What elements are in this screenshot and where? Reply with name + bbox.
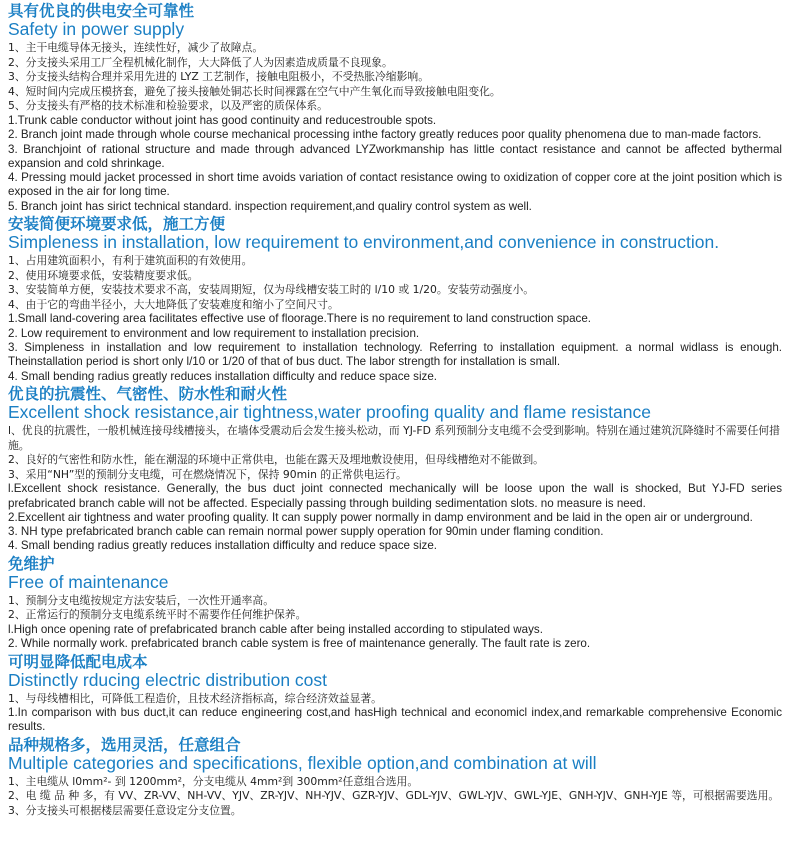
feature-section [8,215,782,384]
paragraph-en: 1.Trunk cable conductor without joint has good continuity and reducestrouble spots. [8,113,437,127]
paragraph-cn: 2、电 缆 品 种 多，有 VV、ZR-VV、NH-VV、YJV、ZR-YJV、NH-YJV、GZR-YJV、GDL-YJV、GWL-YJV、GWL-YJE、GNH-YJV、GNH-YJE 等，可根据需要选用。 [8,789,780,803]
section-title-en: Safety in power supply [8,19,185,39]
paragraph-en: 2. Branch joint made through whole course mechanical processing inthe factory greatly reduces poor quality phenomena due to man-made factors. [8,128,762,142]
paragraph-cn: l、优良的抗震性，一般机械连接母线槽接头，在墙体受震动后会发生接头松动，而 YJ-FD 系列预制分支电缆不会受到影响。特别在通过建筑沉降缝时不需要任何措施。 [8,423,780,452]
feature-section [8,555,782,652]
paragraph-en: 4. Small bending radius greatly reduces installation difficulty and reduce space size. [8,369,437,383]
paragraph-en: 5. Branch joint has sirict technical standard. inspection requirement,and qualiry control system as well. [8,199,532,213]
paragraph-en: 3. NH type prefabricated branch cable can remain normal power supply operation for 90min under flaming condition. [8,525,604,539]
section-title-en: Excellent shock resistance,air tightness,water proofing quality and flame resistance [8,401,651,422]
section-title-cn: 免维护 [8,554,55,573]
paragraph-en: 3. Branchjoint of rational structure and made through advanced LYZworkmanship has little contact resistance and cannot be affected bythermal expansion and cold shrinkage. [8,142,782,170]
paragraph-en: 3. Simpleness in installation and low requirement to installation technology. Referring to installation equipment. a normal widlass is enough. Theinstallation period is short only l/10 or 1/20 of that of bus duct. The labor strength for installation is small. [8,341,782,369]
paragraph-cn: 1、占用建筑面积小，有利于建筑面积的有效使用。 [8,254,253,268]
feature-section [8,736,782,819]
paragraph-cn: 2、使用环境要求低，安装精度要求低。 [8,268,199,282]
paragraph-en: 1.Small land-covering area facilitates effective use of floorage.There is no requirement to land construction space. [8,312,592,326]
paragraph-en: l.Excellent shock resistance. Generally, the bus duct joint connected mechanically will be loose upon the wall is shocked, But YJ-FD series prefabricated branch cable will not be affected. Especially passing through building sedimentation slots. no measure is need. [8,482,782,510]
paragraph-cn: 3、分支接头结构合理并采用先进的 LYZ 工艺制作，接触电阻极小，不受热胀冷缩影响。 [8,70,429,84]
feature-section [8,385,782,554]
paragraph-en: 2. Low requirement to environment and low requirement to installation precision. [8,326,420,340]
paragraph-cn: 2、分支接头采用工厂全程机械化制作，大大降低了人为因素造成质量不良现象。 [8,55,393,69]
section-title-en: Distinctly rducing electric distribution cost [8,669,328,690]
section-title-cn: 可明显降低配电成本 [8,652,148,671]
paragraph-cn: 3、安装简单方便，安装技术要求不高，安装周期短，仅为母线槽安装工时的 l/10 或 1/20。安装劳动强度小。 [8,283,535,297]
section-title-en: Multiple categories and specifications, flexible option,and combination at will [8,752,597,773]
paragraph-cn: 1、预制分支电缆按规定方法安装后，一次性开通率高。 [8,593,274,607]
paragraph-cn: 1、主干电缆导体无接头，连续性好，减少了故障点。 [8,41,264,54]
section-title-cn: 优良的抗震性、气密性、防水性和耐火性 [8,384,288,403]
feature-section [8,653,782,735]
paragraph-cn: 2、正常运行的预制分支电缆系统平时不需要作任何维护保养。 [8,608,307,622]
paragraph-cn: 3、分支接头可根据楼层需要任意设定分支位置。 [8,803,242,817]
section-title-cn: 安装简便环境要求低，施工方便 [8,215,226,234]
paragraph-en: 1.In comparison with bus duct,it can reduce engineering cost,and hasHigh technical and economicl index,and remarkable comprehensive Economic results. [8,706,782,734]
section-title-cn: 品种规格多，选用灵活，任意组合 [8,735,241,754]
paragraph-cn: 5、分支接头有严格的技术标准和检验要求，以及严密的质保体系。 [8,99,328,113]
section-title-en: Free of maintenance [8,571,169,592]
paragraph-en: 2. While normally work. prefabricated branch cable system is free of maintenance generally. The fault rate is zero. [8,637,591,651]
section-title-cn: 具有优良的供电安全可靠性 [8,2,195,20]
paragraph-cn: 1、主电缆从 l0mm²- 到 1200mm²，分支电缆从 4mm²到 300mm²任意组合选用。 [8,774,419,788]
paragraph-en: l.High once opening rate of prefabricated branch cable after being installed according to stipulated ways. [8,622,543,636]
paragraph-en: 4. Pressing mould jacket processed in short time avoids variation of contact resistance owing to oxidization of copper core at the joint position which is exposed in the air for long time. [8,171,782,199]
paragraph-en: 4. Small bending radius greatly reduces installation difficulty and reduce space size. [8,539,437,553]
section-title-en: Simpleness in installation, low requirement to environment,and convenience in construction. [8,232,720,253]
paragraph-cn: 4、短时间内完成压模挤套，避免了接头接触处铜芯长时间裸露在空气中产生氧化而导致接触电阻变化。 [8,84,501,98]
feature-section [8,2,782,214]
paragraph-cn: 2、良好的气密性和防水性，能在潮湿的环境中正常供电，也能在露天及埋地敷设使用，但母线槽绝对不能做到。 [8,453,544,467]
paragraph-cn: 4、由于它的弯曲半径小，大大地降低了安装难度和缩小了空间尺寸。 [8,297,339,311]
paragraph-cn: 3、采用“NH”型的预制分支电缆，可在燃烧情况下，保持 90min 的正常供电运行。 [8,467,407,481]
paragraph-en: 2.Excellent air tightness and water proofing quality. It can supply power normally in damp environment and be laid in the open air or underground. [8,510,753,524]
paragraph-cn: 1、与母线槽相比，可降低工程造价，且技术经济指标高，综合经济效益显著。 [8,691,382,705]
